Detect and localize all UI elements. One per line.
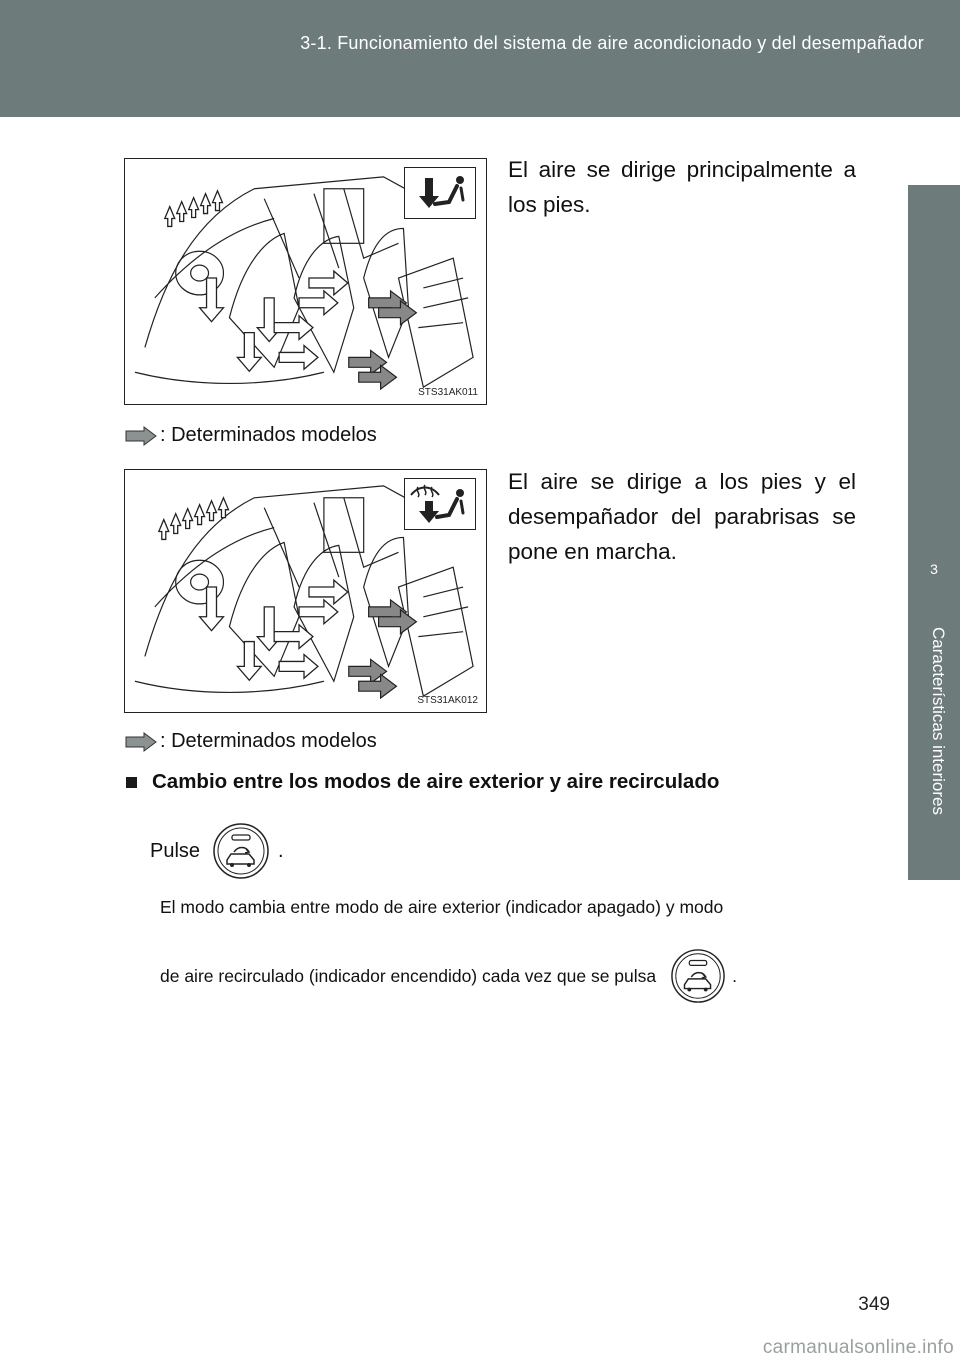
arrow-indicator-icon: [124, 731, 158, 753]
explanation-line-1: El modo cambia entre modo de aire exterior (indicador apagado) y modo: [160, 897, 724, 917]
page-number: 349: [858, 1294, 890, 1315]
page-header: [0, 0, 960, 117]
models-note-text: : Determinados modelos: [160, 424, 377, 446]
feet-defrost-mode-symbol: [405, 479, 475, 529]
figure-feet-mode: [124, 158, 487, 405]
figure-code: STS31AK012: [417, 695, 478, 706]
figure-code: STS31AK011: [418, 387, 478, 398]
watermark: carmanualsonline.info: [762, 1337, 954, 1358]
header-title: 3-1. Funcionamiento del sistema de aire acondicionado y del desempañador: [300, 33, 924, 53]
feet-mode-symbol: [405, 168, 475, 218]
section-heading-text: Cambio entre los modos de aire exterior y aire recirculado: [152, 770, 720, 793]
explanation-line-2: [160, 948, 860, 1004]
chapter-number: 3: [930, 561, 938, 577]
feet-defrost-mode-description: El aire se dirige a los pies y el desempañador del parabrisas se pone en marcha.: [508, 469, 856, 564]
feet-airflow-icon: [404, 167, 476, 219]
section-heading: [124, 770, 719, 794]
models-note: [124, 730, 377, 753]
chapter-side-tab: [908, 185, 960, 880]
press-prefix: Pulse: [150, 839, 201, 862]
feet-defrost-airflow-icon: [404, 478, 476, 530]
explanation-line-2-text: de aire recirculado (indicador encendido) cada vez que se pulsa: [160, 965, 657, 986]
recirculation-button-icon: [670, 948, 726, 1004]
models-note: [124, 424, 377, 447]
arrow-indicator-icon: [124, 425, 158, 447]
models-note-text: : Determinados modelos: [160, 730, 377, 752]
recirculation-button-icon: [212, 822, 270, 880]
press-suffix: .: [278, 839, 284, 862]
chapter-title: Características interiores: [929, 626, 948, 815]
explanation-suffix: .: [732, 965, 738, 986]
figure-feet-defrost-mode: [124, 469, 487, 713]
square-bullet-icon: [126, 777, 137, 788]
feet-mode-description: El aire se dirige principalmente a los pies.: [508, 157, 856, 217]
press-instruction: [150, 822, 284, 880]
